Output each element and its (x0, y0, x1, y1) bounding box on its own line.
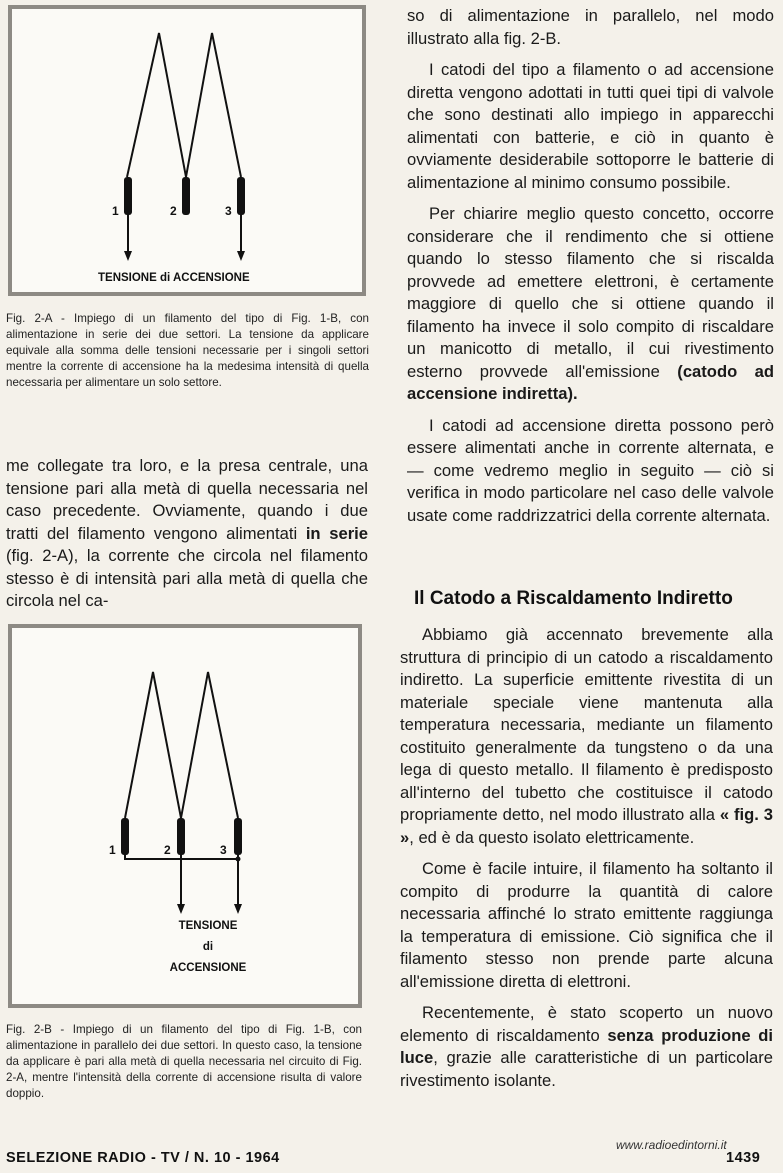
right-column-text-top (407, 5, 774, 536)
right-column-text-bottom (400, 624, 773, 1101)
figure-2b (8, 624, 362, 1008)
watermark: www.radioedintorni.it (616, 1138, 727, 1152)
terminal-1 (124, 177, 132, 215)
label-3: 3 (225, 204, 232, 218)
figure-2b-label-line-2: di (202, 941, 214, 953)
label-2: 2 (164, 843, 171, 857)
label-3: 3 (220, 843, 227, 857)
terminal-3 (237, 177, 245, 215)
bold-text: « fig. 3 » (400, 805, 773, 847)
figure-2b-label-line-1: TENSIONE (178, 920, 238, 932)
figure-2a-diagram (12, 9, 362, 292)
arrow-1 (124, 251, 132, 261)
magazine-footer: SELEZIONE RADIO - TV / N. 10 - 1964 (6, 1150, 280, 1166)
filament-line (127, 33, 241, 177)
paragraph: I catodi ad accensione diretta possono però essere alimentati anche in corrente alternata, e — come vedremo meglio in seguito — ciò si verifica in modo particolare nel caso delle valvole usate come raddrizzatrici della corrente alternata. (407, 415, 774, 525)
bold-text: in serie (305, 523, 368, 543)
arrow-outer (234, 904, 242, 914)
terminal-2 (182, 177, 190, 215)
figure-2a-caption: Fig. 2-A - Impiego di un filamento del tipo di Fig. 1-B, con alimentazione in serie dei due settori. La tensione da applicare equivale alla somma delle tensioni necessarie per i singoli settori mentre la corrente di accensione ha la medesima intensità di quella necessaria per alimentare un solo settore. (6, 312, 369, 389)
figure-2b-diagram (12, 628, 358, 1004)
paragraph: so di alimentazione in parallelo, nel modo illustrato alla fig. 2-B. (407, 6, 774, 48)
figure-2a-label: TENSIONE di ACCENSIONE (98, 272, 250, 284)
left-column-text (6, 455, 368, 622)
paragraph: Abbiamo già accennato brevemente alla struttura di principio di un catodo a riscaldamento indiretto. La superficie emittente rivestita di un materiale speciale viene mantenuta alla temperatura necessaria, mediante un filamento costituito generalmente da tungsteno o da una lega di questo metallo. Il filamento è predisposto all'interno del tubetto che costituisce il catodo propriamente detto, nel modo illustrato alla « fig. 3 », ed è da questo isolato elettricamente. (400, 625, 773, 847)
page-number: 1439 (726, 1150, 761, 1166)
terminal-2 (177, 818, 185, 855)
arrow-3 (237, 251, 245, 261)
paragraph: Per chiarire meglio questo concetto, occorre considerare che il rendimento che si ottiene quando lo stesso filamento che si riscalda provvede ad emettere elettroni, è certamente maggiore di quello che si ottiene quando il filamento ha invece il solo compito di riscaldare un manicotto di metallo, il cui rivestimento esterno provvede all'emissione (catodo ad accensione indiretta). (407, 204, 774, 403)
terminal-1 (121, 818, 129, 855)
label-1: 1 (112, 204, 119, 218)
terminal-3 (234, 818, 242, 855)
figure-2b-caption: Fig. 2-B - Impiego di un filamento del tipo di Fig. 1-B, con alimentazione in parallelo dei due settori. In questo caso, la tensione da applicare è pari alla metà di quella necessaria nel circuito di Fig. 2-A, mentre l'intensità della corrente di accensione risulta di valore doppio. (6, 1023, 362, 1100)
left-paragraph: me collegate tra loro, e la presa centrale, una tensione pari alla metà di quella necessaria nel caso precedente. Ovviamente, quando i due tratti del filamento vengono alimentati in serie (fig. 2-A), la corrente che circola nel filamento stesso è di intensità pari alla metà di quella che circola nel ca- (6, 456, 368, 610)
arrow-center (177, 904, 185, 914)
bold-text: senza produzione di luce (400, 1025, 773, 1067)
section-heading: Il Catodo a Riscaldamento Indiretto (414, 588, 733, 609)
junction-dot (236, 857, 241, 862)
filament-line (125, 672, 238, 818)
paragraph: Recentemente, è stato scoperto un nuovo elemento di riscaldamento senza produzione di luce, grazie alle caratteristiche di un particolare rivestimento isolante. (400, 1003, 773, 1090)
figure-2a (8, 5, 366, 296)
label-2: 2 (170, 204, 177, 218)
figure-2b-label-line-3: ACCENSIONE (169, 962, 247, 974)
label-1: 1 (109, 843, 116, 857)
paragraph: Come è facile intuire, il filamento ha soltanto il compito di produrre la quantità di calore necessaria affinché lo strato emittente raggiunga la temperatura di emissione. Ciò significa che il filamento stesso non prende parte alcuna all'emissione diretta di elettroni. (400, 859, 773, 991)
paragraph: I catodi del tipo a filamento o ad accensione diretta vengono adottati in tutti quei tipi di valvole che sono destinati allo impiego in apparecchi alimentati con batterie, e ciò in quanto è ovviamente desiderabile sottoporre le batterie di alimentazione al minimo consumo possibile. (407, 60, 774, 192)
bold-text: (catodo ad accensione indiretta). (407, 361, 774, 403)
